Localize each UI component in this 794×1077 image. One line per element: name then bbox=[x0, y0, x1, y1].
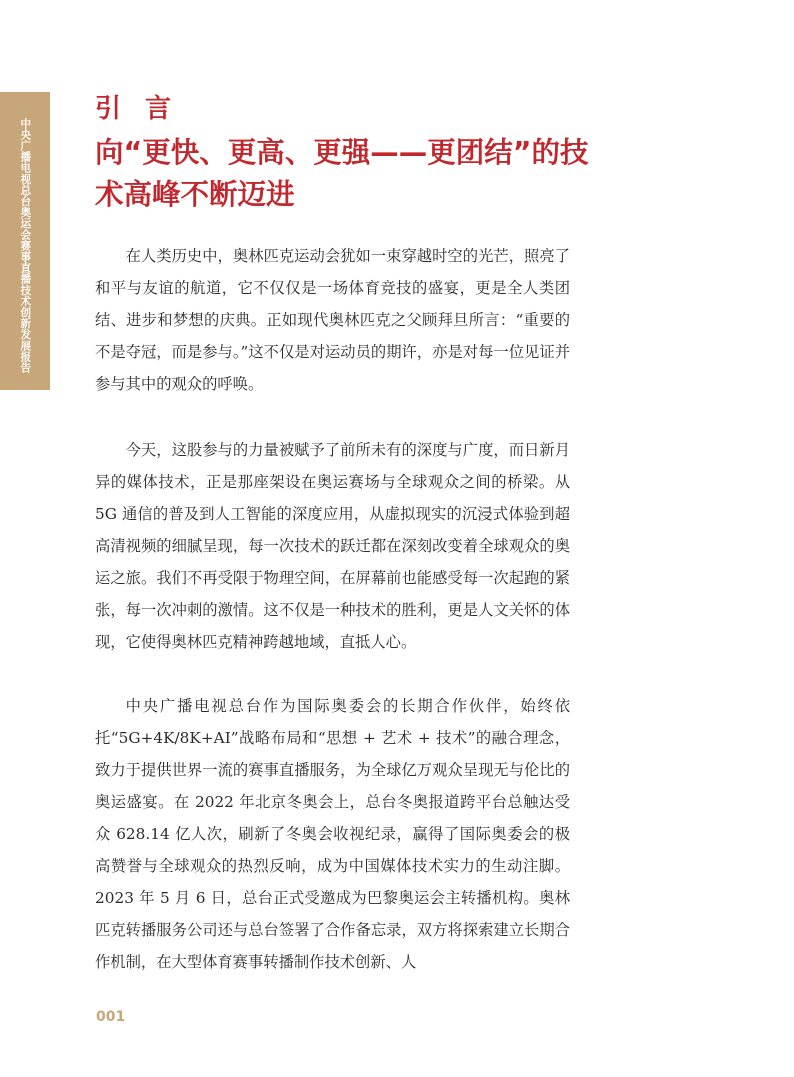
body-paragraph: 今天，这股参与的力量被赋予了前所未有的深度与广度，而日新月异的媒体技术，正是那座架设在奥运赛场与全球观众之间的桥梁。从 5G 通信的普及到人工智能的深度应用，从虚拟现实的沉浸式体验到超高清视频的细腻呈现，每一次技术的跃迁都在深刻改变着全球观众的奥运之旅。我们不再受限于物理空间，在屏幕前也能感受每一次起跑的紧张，每一次冲刺的激情。这不仅是一种技术的胜利，更是人文关怀的体现，它使得奥林匹克精神跨越地域，直抵人心。 bbox=[95, 441, 570, 651]
section-label: 引言 bbox=[95, 94, 196, 124]
page-number: 001 bbox=[96, 1009, 126, 1025]
body-paragraph: 中央广播电视总台作为国际奥委会的长期合作伙伴，始终依托“5G+4K/8K+AI”战略布局和“思想 + 艺术 + 技术”的融合理念，致力于提供世界一流的赛事直播服务，为全球亿万观众呈现无与伦比的奥运盛宴。在 2022 年北京冬奥会上，总台冬奥报道跨平台总触达受众 628.14 亿人次，刷新了冬奥会收视纪录，赢得了国际奥委会的极高赞誉与全球观众的热烈反响，成为中国媒体技术实力的生动注脚。2023 年 5 月 6 日，总台正式受邀成为巴黎奥运会主转播机构。奥林匹克转播服务公司还与总台签署了合作备忘录，双方将探索建立长期合作机制，在大型体育赛事转播制作技术创新、人 bbox=[95, 697, 570, 971]
side-tab bbox=[0, 92, 50, 390]
page-headline: 向“更快、更高、更强——更团结”的技术高峰不断迈进 bbox=[95, 136, 589, 211]
report-title-vertical: 中央广播电视总台奥运会赛事直播技术创新发展报告 bbox=[19, 118, 32, 374]
body-paragraph: 在人类历史中，奥林匹克运动会犹如一束穿越时空的光芒，照亮了和平与友谊的航道，它不仅仅是一场体育竞技的盛宴，更是全人类团结、进步和梦想的庆典。正如现代奥林匹克之父顾拜旦所言：“重要的不是夺冠，而是参与。”这不仅是对运动员的期许，亦是对每一位见证并参与其中的观众的呼唤。 bbox=[95, 247, 570, 393]
